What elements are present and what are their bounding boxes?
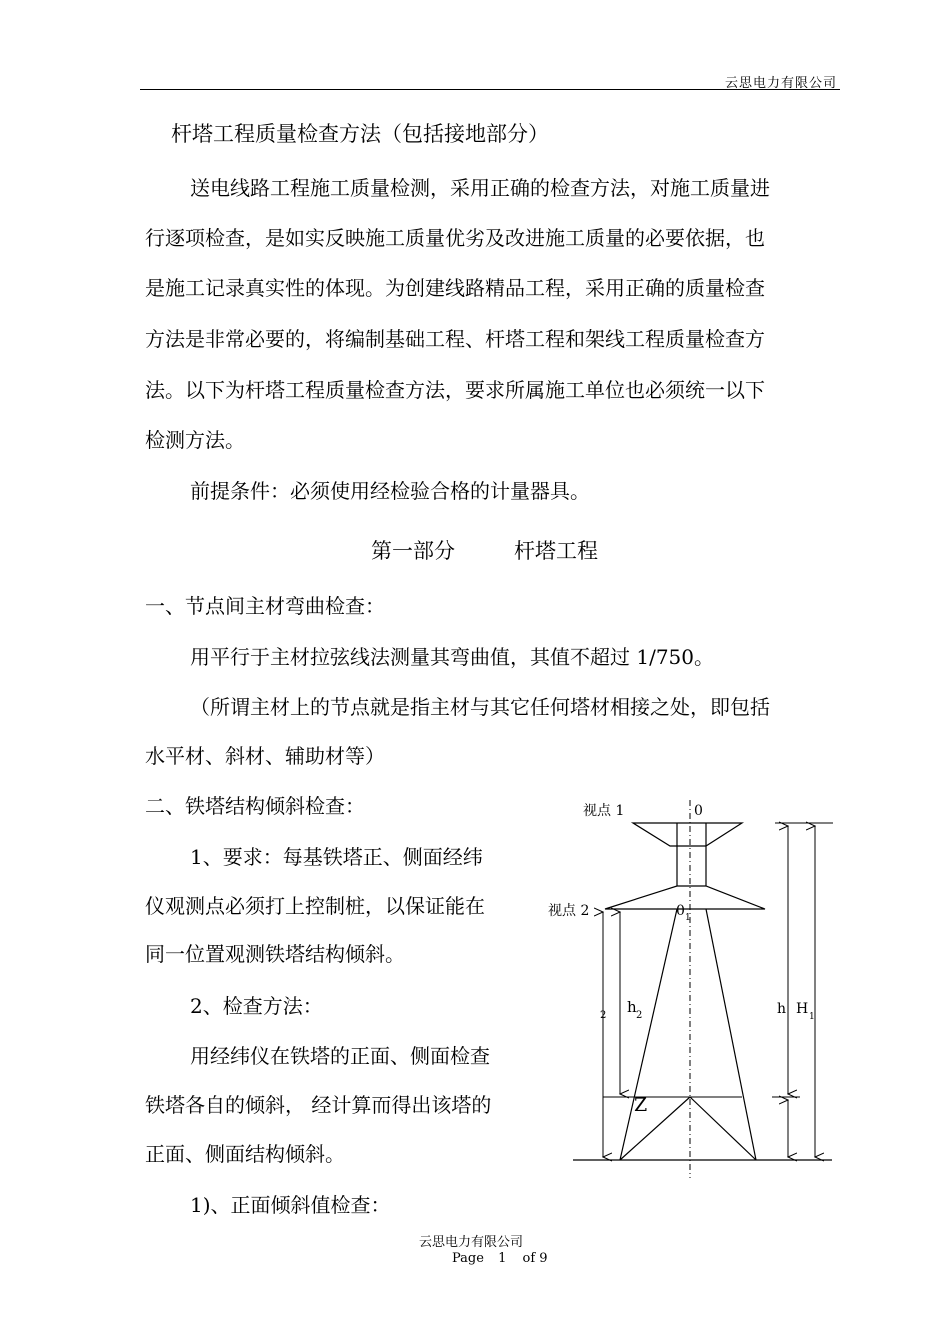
item1-note-line-1: （所谓主材上的节点就是指主材与其它任何塔材相接之处，即包括: [190, 695, 770, 719]
item1-heading: 一、节点间主材弯曲检查：: [145, 594, 385, 618]
tower-brace-right: [690, 1097, 756, 1160]
item2-req-line-2: 仪观测点必须打上控制桩，以保证能在: [145, 894, 485, 918]
intro-line-6: 检测方法。: [145, 428, 245, 452]
item2-method-line-1: 用经纬仪在铁塔的正面、侧面检查: [190, 1044, 490, 1068]
footer-page-number: 1: [498, 1251, 507, 1266]
header-company: 云思电力有限公司: [724, 76, 837, 91]
item2-method-heading: 2、检查方法：: [190, 994, 323, 1018]
z-label: Z: [634, 1094, 648, 1116]
item1-note-line-2: 水平材、斜材、辅助材等）: [145, 744, 385, 768]
viewpoint-2-label: 视点 2: [548, 903, 590, 919]
intro-line-5: 法。以下为杆塔工程质量检查方法，要求所属施工单位也必须统一以下: [145, 378, 765, 402]
item2-heading: 二、铁塔结构倾斜检查：: [145, 794, 365, 818]
left-dim-subscript: 2: [600, 1010, 607, 1021]
point-o1-label: 0: [676, 903, 685, 919]
section-part: 第一部分: [371, 539, 455, 563]
item2-method-line-3: 正面、侧面结构倾斜。: [145, 1142, 345, 1166]
intro-line-1: 送电线路工程施工质量检测，采用正确的检查方法，对施工质量进: [190, 176, 770, 200]
H1-label: H: [796, 1001, 809, 1017]
tower-leg-right: [706, 909, 756, 1160]
footer-page-info: [452, 1251, 548, 1266]
item1-method: 用平行于主材拉弦线法测量其弯曲值，其值不超过 1/750。: [190, 645, 714, 669]
item2-req-line-1: 1、要求：每基铁塔正、侧面经纬: [190, 845, 483, 869]
h2-label: h: [627, 998, 637, 1016]
tower-brace-left: [620, 1097, 690, 1160]
section-name: 杆塔工程: [514, 539, 598, 563]
item2-req-line-3: 同一位置观测铁塔结构倾斜。: [145, 942, 405, 966]
document-title: 杆塔工程质量检查方法（包括接地部分）: [171, 122, 549, 146]
item2-sub1: 1)、正面倾斜值检查：: [190, 1193, 391, 1217]
precondition-text: 前提条件：必须使用经检验合格的计量器具。: [190, 479, 590, 503]
point-o1-subscript: 1: [685, 913, 691, 923]
tower-leg-left: [620, 909, 677, 1160]
point-o-label: 0: [694, 803, 703, 819]
tower-middle-crossarm: [605, 886, 765, 909]
H1-subscript: 1: [809, 1012, 815, 1022]
h2-subscript: 2: [636, 1010, 643, 1021]
intro-line-4: 方法是非常必要的，将编制基础工程、杆塔工程和架线工程质量检查方: [145, 327, 765, 351]
intro-line-2: 行逐项检查，是如实反映施工质量优劣及改进施工质量的必要依据，也: [145, 226, 765, 250]
h-label: h: [777, 1001, 787, 1017]
footer-company: 云思电力有限公司: [419, 1235, 524, 1250]
footer-of-label: of: [522, 1251, 536, 1266]
viewpoint-1-label: 视点 1: [583, 803, 625, 819]
intro-line-3: 是施工记录真实性的体现。为创建线路精品工程，采用正确的质量检查: [145, 276, 765, 300]
footer-page-label: Page: [452, 1251, 484, 1266]
footer-page-total: 9: [539, 1251, 548, 1266]
tower-top-crossarm: [633, 823, 742, 846]
item2-method-line-2: 铁塔各自的倾斜， 经计算而得出该塔的: [145, 1093, 492, 1117]
